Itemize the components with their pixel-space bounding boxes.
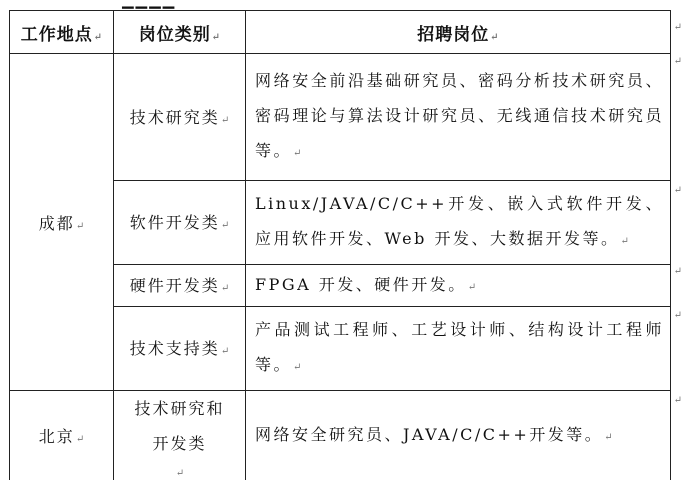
table-header-row: [10, 11, 671, 54]
category-cell: 技术支持类↵: [114, 307, 246, 391]
positions-cell: FPGA 开发、硬件开发。↵: [246, 265, 671, 307]
category-cell: 硬件开发类↵: [114, 265, 246, 307]
table-row: [10, 391, 671, 480]
category-cell: 技术研究和开发类↵: [114, 391, 246, 480]
location-cell-chengdu: 成都↵: [10, 54, 114, 391]
positions-cell: 网络安全研究员、JAVA/C/C++开发等。↵: [246, 391, 671, 480]
table-row: [10, 54, 671, 181]
category-cell: 软件开发类↵: [114, 181, 246, 265]
recruitment-table: [9, 10, 671, 480]
positions-cell: 产品测试工程师、工艺设计师、结构设计工程师等。↵: [246, 307, 671, 391]
row-end-mark: ↵: [673, 56, 682, 67]
header-location: 工作地点↵: [10, 11, 114, 54]
positions-cell: Linux/JAVA/C/C++开发、嵌入式软件开发、应用软件开发、Web 开发、大数据开发等。↵: [246, 181, 671, 265]
row-end-mark: ↵: [673, 395, 682, 406]
row-end-mark: ↵: [673, 185, 682, 196]
row-end-mark: ↵: [673, 310, 682, 321]
cropped-heading: ▁▁▁▁: [122, 0, 177, 9]
row-end-mark: ↵: [673, 266, 682, 277]
header-category: 岗位类别↵: [114, 11, 246, 54]
location-cell-beijing: 北京↵: [10, 391, 114, 480]
header-positions: 招聘岗位↵: [246, 11, 671, 54]
category-cell: 技术研究类↵: [114, 54, 246, 181]
positions-cell: 网络安全前沿基础研究员、密码分析技术研究员、密码理论与算法设计研究员、无线通信技术研究员等。↵: [246, 54, 671, 181]
row-end-mark: ↵: [673, 22, 682, 33]
